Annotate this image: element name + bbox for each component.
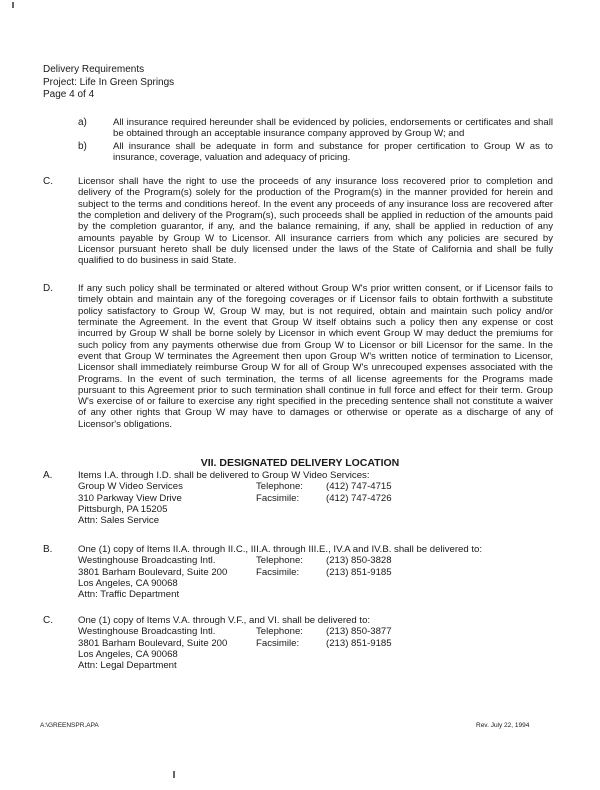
insurance-item-a: All insurance required hereunder shall be evidenced by policies, endorsements or certificates and shall be obtained through an acceptable insurance company approved by Group W; and bbox=[113, 117, 553, 140]
telephone-label: Telephone: bbox=[256, 555, 303, 567]
section-title: VII. DESIGNATED DELIVERY LOCATION bbox=[200, 457, 400, 469]
header-title: Delivery Requirements bbox=[43, 64, 145, 75]
facsimile-number: (213) 851-9185 bbox=[326, 637, 392, 649]
delivery-tag: B. bbox=[43, 544, 53, 555]
delivery-intro: Items I.A. through I.D. shall be delivered to Group W Video Services: bbox=[78, 470, 370, 481]
recipient-name: Westinghouse Broadcasting Intl. bbox=[78, 555, 216, 567]
delivery-block-c bbox=[78, 615, 558, 672]
address-row bbox=[78, 493, 558, 504]
city-state-zip: Los Angeles, CA 90068 bbox=[78, 577, 178, 589]
telephone-number: (213) 850-3877 bbox=[326, 626, 392, 638]
street-address: 310 Parkway View Drive bbox=[78, 492, 182, 504]
paragraph-tag: D. bbox=[43, 283, 53, 294]
delivery-block-a bbox=[78, 470, 558, 527]
attention-line: Attn: Legal Department bbox=[78, 660, 177, 672]
telephone-label: Telephone: bbox=[256, 626, 303, 638]
facsimile-label: Facsimile: bbox=[256, 566, 300, 578]
telephone-number: (412) 747-4715 bbox=[326, 481, 392, 493]
footer-revision-date: Rev. July 22, 1994 bbox=[476, 722, 530, 729]
facsimile-label: Facsimile: bbox=[256, 492, 300, 504]
street-address: 3801 Barham Boulevard, Suite 200 bbox=[78, 566, 228, 578]
facsimile-number: (412) 747-4726 bbox=[326, 492, 392, 504]
attention-line: Attn: Traffic Department bbox=[78, 589, 180, 601]
address-row bbox=[78, 567, 558, 578]
city-state-zip: Pittsburgh, PA 15205 bbox=[78, 503, 168, 515]
insurance-item-b: All insurance shall be adequate in form and substance for proper certification to Group W as to insurance, coverage, valuation and adequacy of pricing. bbox=[113, 141, 553, 164]
facsimile-number: (213) 851-9185 bbox=[326, 566, 392, 578]
paragraph-c: Licensor shall have the right to use the proceeds of any insurance loss recovered prior to completion and delivery of the Program(s) solely for the production of the Program(s) in the manner provided for herein and subject to the terms and conditions hereof. In the event any proceeds of any insurance loss are recovered after the completion and delivery of the Program(s), such proceeds shall be applied in reduction of the amounts paid by the completion guarantor, if any, and the balance remaining, if any, shall be applied in reduction of any amounts payable by Group W to Licensor. All insurance carriers from which any policies are secured by Licensor pursuant hereto shall be duly licensed under the laws of the State of California and shall be fully qualified to do business in said State. bbox=[78, 176, 553, 267]
delivery-intro: One (1) copy of Items V.A. through V.F., and VI. shall be delivered to: bbox=[78, 615, 371, 626]
address-row bbox=[78, 481, 558, 492]
recipient-name: Group W Video Services bbox=[78, 481, 183, 493]
paragraph-tag: C. bbox=[43, 176, 53, 187]
facsimile-label: Facsimile: bbox=[256, 637, 300, 649]
telephone-number: (213) 850-3828 bbox=[326, 555, 392, 567]
delivery-tag: A. bbox=[43, 470, 53, 481]
delivery-intro: One (1) copy of Items II.A. through II.C., III.A. through III.E., IV.A and IV.B. shall be delivered to: bbox=[78, 544, 483, 555]
item-tag: b) bbox=[78, 141, 87, 152]
telephone-label: Telephone: bbox=[256, 481, 303, 493]
delivery-block-b bbox=[78, 544, 558, 601]
scan-mark bbox=[12, 2, 14, 8]
recipient-name: Westinghouse Broadcasting Intl. bbox=[78, 626, 216, 638]
item-tag: a) bbox=[78, 117, 87, 128]
address-row bbox=[78, 638, 558, 649]
paragraph-d: If any such policy shall be terminated or altered without Group W's prior written consent, or if Licensor fails to timely obtain and maintain any of the foregoing coverages or if Licensor fails to obtain forthwith a substitute policy satisfactory to Group W, Group W may, but is not required, obtain and maintain such policy and/or terminate the Agreement. In the event that Group W itself obtains such a policy then any expense or cost incurred by Group W shall be borne solely by Licensor in which event Group W may deduct the premiums for such policy from any payments otherwise due from Group W to Licensor or bill Licensor for the same. In the event that Group W terminates the Agreement then upon Group W's written notice of termination to Licensor, Licensor shall immediately reimburse Group W for all of Group W's unrecouped expenses associated with the Programs. In the event of such termination, the terms of all license agreements for the Programs made pursuant to this Agreement prior to such termination shall continue in full force and effect for their term. Group W's exercise of or failure to exercise any right specified in the preceding sentence shall not constitute a waiver of any other rights that Group W may have to damages or otherwise or operate as a discharge of any of Licensor's obligations. bbox=[78, 283, 553, 430]
scan-mark bbox=[173, 771, 175, 778]
street-address: 3801 Barham Boulevard, Suite 200 bbox=[78, 637, 228, 649]
address-row bbox=[78, 626, 558, 637]
header-page-number: Page 4 of 4 bbox=[43, 89, 95, 100]
attention-line: Attn: Sales Service bbox=[78, 515, 160, 527]
address-row bbox=[78, 555, 558, 566]
header-project: Project: Life In Green Springs bbox=[43, 76, 175, 88]
footer-filename: A:\GREENSPR.APA bbox=[40, 722, 99, 729]
delivery-tag: C. bbox=[43, 615, 53, 626]
city-state-zip: Los Angeles, CA 90068 bbox=[78, 648, 178, 660]
page-header bbox=[43, 64, 174, 102]
